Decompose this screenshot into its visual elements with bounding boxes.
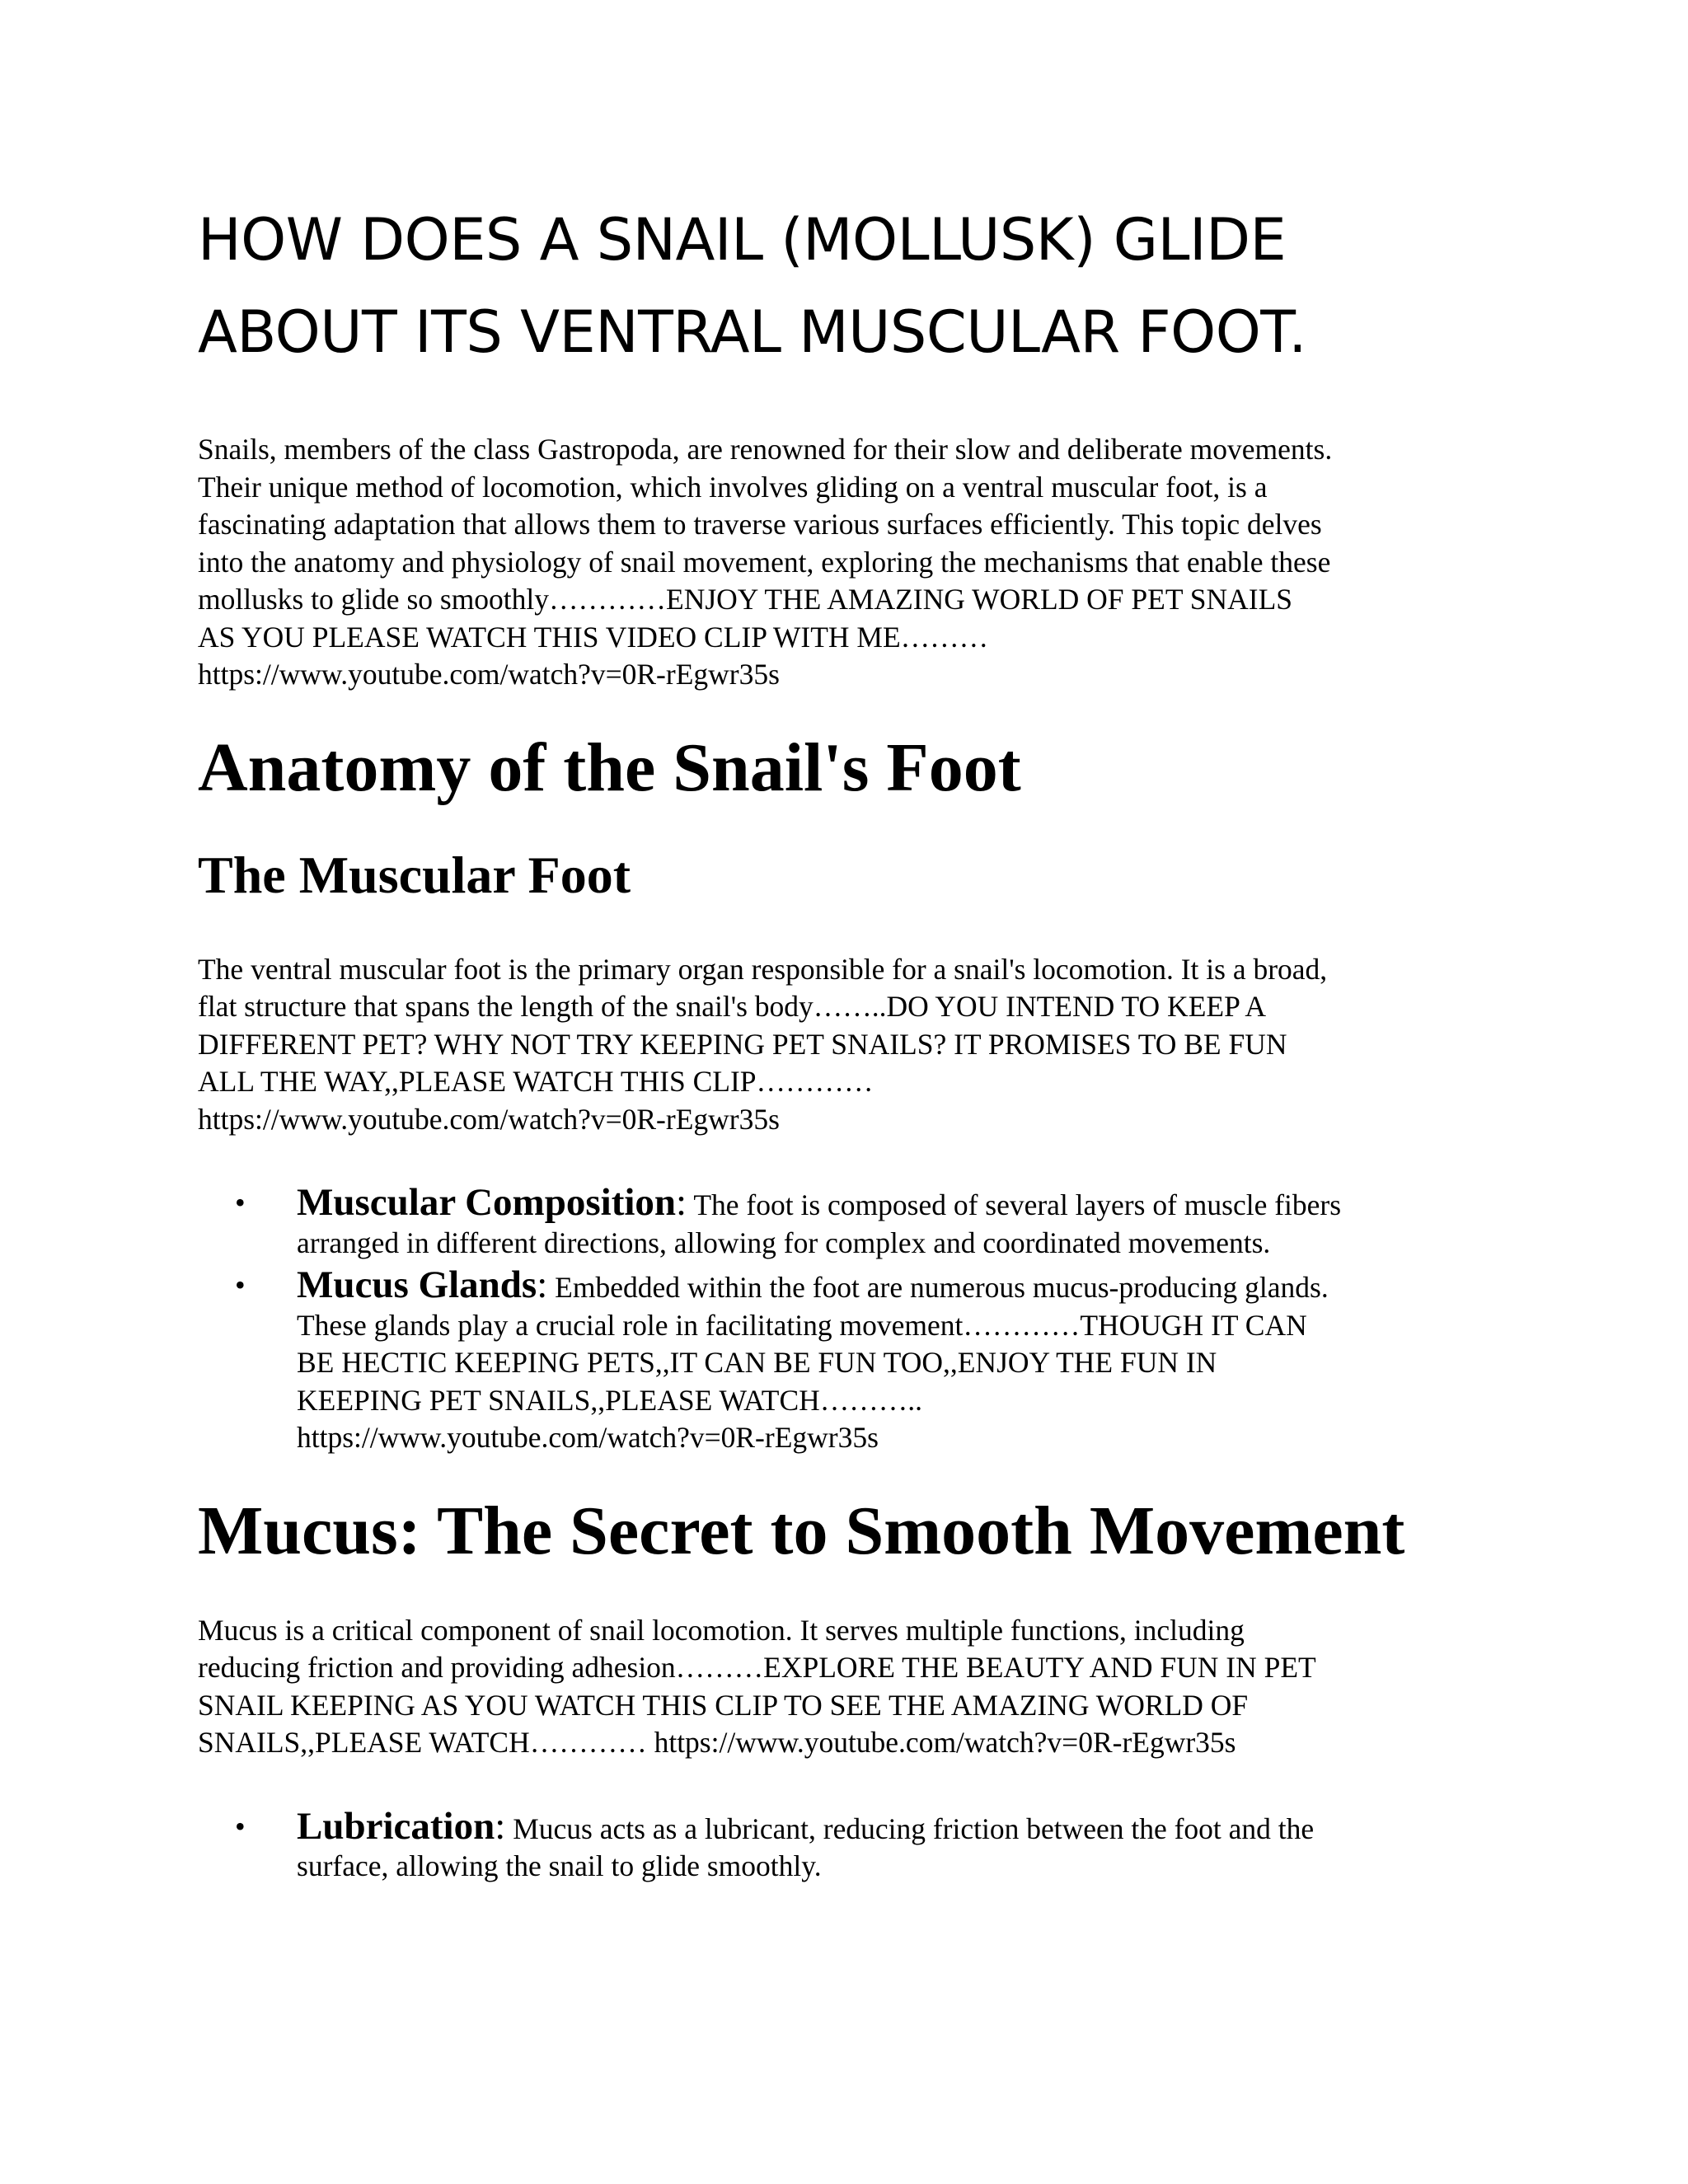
list-item <box>198 1181 1492 1262</box>
document-title <box>198 194 1492 378</box>
bullet-colon: : <box>495 1804 506 1848</box>
bullet-text: The foot is composed of several layers of muscle fibers <box>687 1188 1342 1221</box>
paragraph-line: The ventral muscular foot is the primary organ responsible for a snail's locomotion. It is a broad, <box>198 952 1328 986</box>
bullet-link[interactable]: https://www.youtube.com/watch?v=0R-rEgwr35s <box>297 1421 879 1454</box>
bullet-text: BE HECTIC KEEPING PETS,,IT CAN BE FUN TOO,,ENJOY THE FUN IN <box>297 1346 1217 1379</box>
section-heading-anatomy: Anatomy of the Snail's Foot <box>198 729 1021 806</box>
paragraph-line: ALL THE WAY,,PLEASE WATCH THIS CLIP………… <box>198 1065 874 1098</box>
title-line-2: ABOUT ITS VENTRAL MUSCULAR FOOT. <box>198 298 1307 366</box>
mucus-paragraph <box>198 1612 1492 1762</box>
bullet-icon: • <box>235 1186 246 1219</box>
intro-line: AS YOU PLEASE WATCH THIS VIDEO CLIP WITH ME……… <box>198 620 989 654</box>
bullet-term: Mucus Glands <box>297 1263 537 1306</box>
paragraph-line-with-link[interactable]: SNAILS,,PLEASE WATCH………… https://www.youtube.com/watch?v=0R-rEgwr35s <box>198 1726 1236 1759</box>
muscular-foot-paragraph <box>198 951 1492 1139</box>
bullet-text: KEEPING PET SNAILS,,PLEASE WATCH……….. <box>297 1383 923 1417</box>
bullet-icon: • <box>235 1809 246 1843</box>
bullet-term: Lubrication <box>297 1804 495 1848</box>
intro-line: Their unique method of locomotion, which involves gliding on a ventral muscular foot, is a <box>198 470 1268 504</box>
bullet-text: arranged in different directions, allowing for complex and coordinated movements. <box>297 1226 1271 1259</box>
list-item <box>198 1263 1492 1457</box>
bullet-colon: : <box>676 1181 687 1224</box>
intro-line: fascinating adaptation that allows them to traverse various surfaces efficiently. This topic delves <box>198 508 1322 541</box>
bullet-text: surface, allowing the snail to glide smoothly. <box>297 1849 822 1882</box>
bullet-text: Embedded within the foot are numerous mucus-producing glands. <box>547 1271 1329 1304</box>
paragraph-line: reducing friction and providing adhesion………EXPLORE THE BEAUTY AND FUN IN PET <box>198 1651 1316 1684</box>
intro-line: into the anatomy and physiology of snail movement, exploring the mechanisms that enable these <box>198 545 1331 579</box>
bullet-text: These glands play a crucial role in facilitating movement…………THOUGH IT CAN <box>297 1308 1307 1342</box>
mucus-bullet-list <box>198 1804 1492 1886</box>
section-heading-mucus: Mucus: The Secret to Smooth Movement <box>198 1492 1405 1569</box>
intro-line: Snails, members of the class Gastropoda, are renowned for their slow and deliberate movements. <box>198 433 1333 466</box>
intro-link[interactable]: https://www.youtube.com/watch?v=0R-rEgwr35s <box>198 658 780 691</box>
paragraph-link[interactable]: https://www.youtube.com/watch?v=0R-rEgwr35s <box>198 1102 780 1136</box>
paragraph-line: flat structure that spans the length of the snail's body……..DO YOU INTEND TO KEEP A <box>198 990 1267 1023</box>
intro-paragraph <box>198 431 1492 694</box>
anatomy-bullet-list <box>198 1181 1492 1457</box>
bullet-colon: : <box>537 1263 548 1306</box>
subsection-heading-muscular-foot: The Muscular Foot <box>198 845 631 904</box>
bullet-term: Muscular Composition <box>297 1181 677 1224</box>
bullet-text: Mucus acts as a lubricant, reducing friction between the foot and the <box>505 1811 1315 1845</box>
paragraph-line: SNAIL KEEPING AS YOU WATCH THIS CLIP TO SEE THE AMAZING WORLD OF <box>198 1688 1249 1722</box>
paragraph-line: DIFFERENT PET? WHY NOT TRY KEEPING PET SNAILS? IT PROMISES TO BE FUN <box>198 1027 1287 1061</box>
list-item <box>198 1804 1492 1886</box>
title-line-1: HOW DOES A SNAIL (MOLLUSK) GLIDE <box>198 206 1287 274</box>
document-page <box>198 194 1492 1891</box>
paragraph-line: Mucus is a critical component of snail locomotion. It serves multiple functions, including <box>198 1613 1245 1647</box>
intro-line: mollusks to glide so smoothly…………ENJOY THE AMAZING WORLD OF PET SNAILS <box>198 583 1293 616</box>
bullet-icon: • <box>235 1268 246 1301</box>
